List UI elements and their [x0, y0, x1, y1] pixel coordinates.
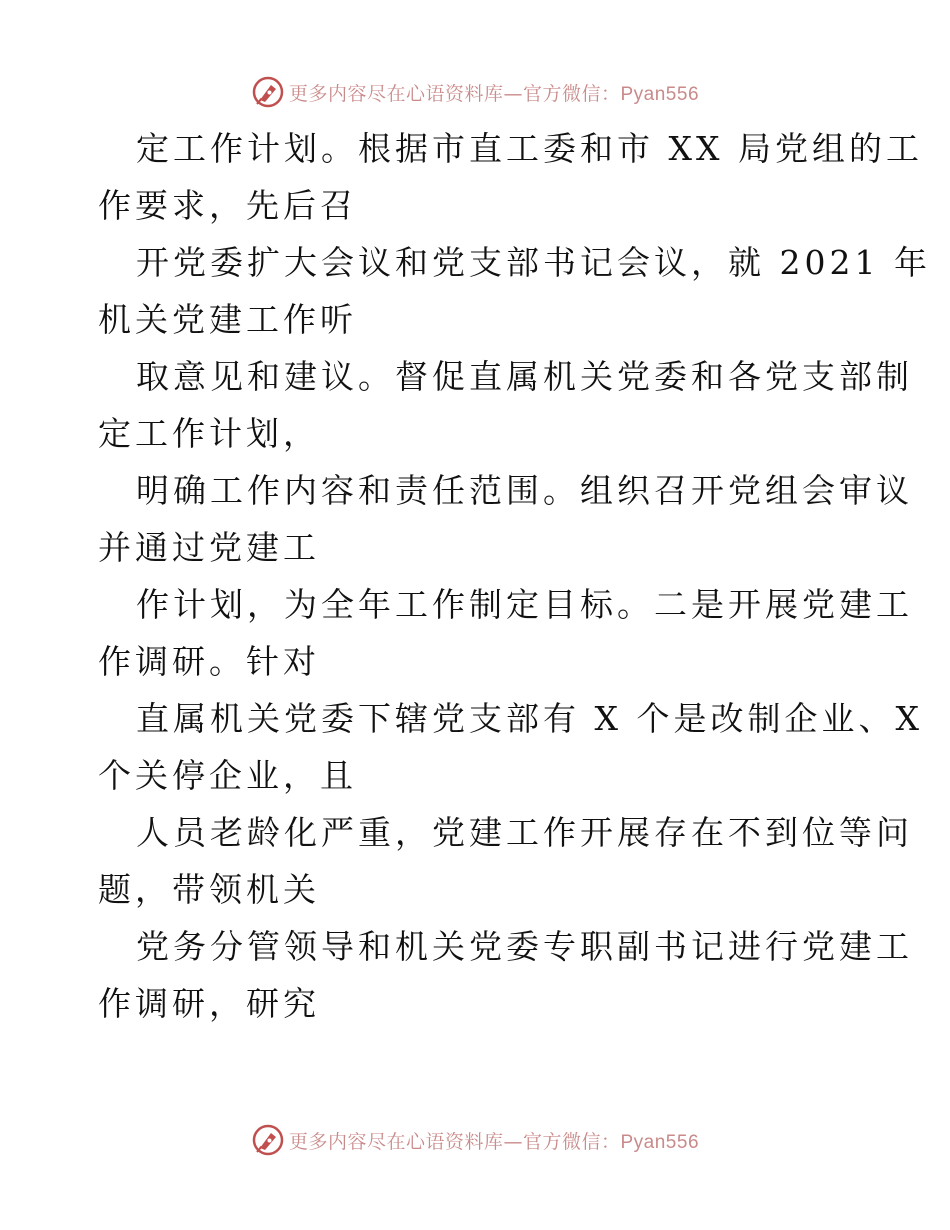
pen-nib-icon	[251, 1123, 285, 1157]
paragraph-4	[98, 462, 913, 576]
text-line: 个关停企业，且	[98, 756, 357, 795]
paragraph-3	[98, 348, 913, 462]
paragraph-2	[98, 234, 931, 348]
watermark-text	[289, 1127, 699, 1154]
text-line: 人员老龄化严重，党建工作开展存在不到位等问	[136, 813, 913, 852]
text-line: 定工作计划。根据市直工委和市 XX 局党组的工	[136, 129, 923, 168]
pen-nib-icon	[251, 75, 285, 109]
footer-watermark	[0, 1120, 950, 1160]
watermark-account-id: Pyan556	[620, 83, 700, 105]
text-line: 并通过党建工	[98, 528, 320, 567]
paragraph-6	[98, 690, 923, 804]
watermark-account-id: Pyan556	[620, 1131, 700, 1153]
text-line: 题，带领机关	[98, 870, 320, 909]
document-body	[98, 120, 931, 1032]
text-line: 开党委扩大会议和党支部书记会议，就 2021 年	[136, 243, 931, 282]
paragraph-1	[98, 120, 923, 234]
text-line: 作要求，先后召	[98, 186, 357, 225]
text-line: 机关党建工作听	[98, 300, 357, 339]
header-watermark	[0, 72, 950, 112]
watermark-text	[289, 79, 699, 106]
text-line: 作调研。针对	[98, 642, 320, 681]
text-line: 明确工作内容和责任范围。组织召开党组会审议	[136, 471, 913, 510]
text-line: 直属机关党委下辖党支部有 X 个是改制企业、X	[136, 699, 923, 738]
paragraph-7	[98, 804, 913, 918]
text-line: 作调研，研究	[98, 984, 320, 1023]
paragraph-8	[98, 918, 913, 1032]
watermark-main-text: 更多内容尽在心语资料库—官方微信：	[288, 1130, 621, 1153]
text-line: 取意见和建议。督促直属机关党委和各党支部制	[136, 357, 913, 396]
watermark-main-text: 更多内容尽在心语资料库—官方微信：	[288, 82, 621, 105]
text-line: 党务分管领导和机关党委专职副书记进行党建工	[136, 927, 913, 966]
text-line: 作计划，为全年工作制定目标。二是开展党建工	[136, 585, 913, 624]
text-line: 定工作计划，	[98, 414, 320, 453]
paragraph-5	[98, 576, 913, 690]
